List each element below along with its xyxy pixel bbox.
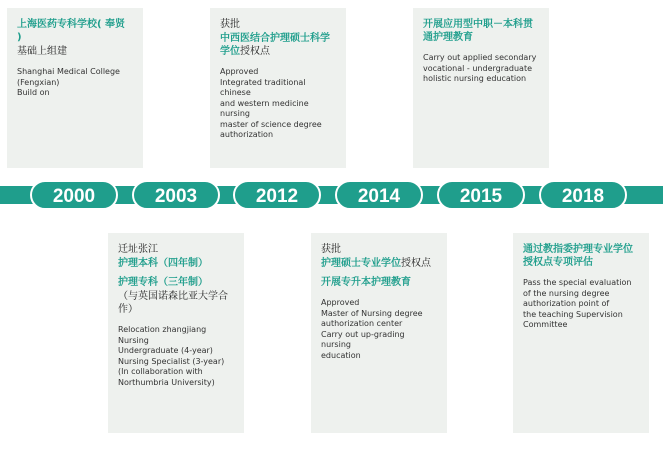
card-2014-line2-line3 bbox=[321, 257, 437, 270]
milestone-card-2003 bbox=[108, 233, 244, 433]
card-2012-line1: 获批 bbox=[220, 19, 240, 30]
card-2000-subtitle: 基础上组建 bbox=[17, 46, 67, 57]
card-2015-title: 开展应用型中职－本科贯通护理教育 bbox=[423, 19, 533, 43]
card-2003-english: Relocation zhangjiang Nursing Undergraduate (4-year) Nursing Specialist (3-year) (In collaboration with Northumbria University) bbox=[118, 325, 225, 387]
year-pill-2000: 2000 bbox=[30, 180, 118, 210]
card-2014-line1: 获批 bbox=[321, 244, 341, 255]
card-2000-english: Shanghai Medical College (Fengxian) Build on bbox=[17, 67, 120, 97]
year-pill-2014: 2014 bbox=[335, 180, 423, 210]
year-pill-2015: 2015 bbox=[437, 180, 525, 210]
card-2000-title: 上海医药专科学校( 奉贤 ) bbox=[17, 19, 126, 43]
year-pill-2003: 2003 bbox=[132, 180, 220, 210]
card-2014-line4: 开展专升本护理教育 bbox=[321, 277, 411, 288]
card-2012-english: Approved Integrated traditional chinese and western medicine nursing master of science degree authorization bbox=[220, 67, 322, 139]
card-2012-line3: 授权点 bbox=[240, 46, 270, 57]
card-2014-english: Approved Master of Nursing degree authorization center Carry out up-grading nursing education bbox=[321, 298, 423, 360]
card-2003-line3: 护理专科（三年制） bbox=[118, 277, 208, 288]
card-2015-english: Carry out applied secondary vocational - undergraduate holistic nursing education bbox=[423, 53, 537, 83]
card-2003-line1: 迁址张江 bbox=[118, 244, 158, 255]
card-2012-line2-line3 bbox=[220, 32, 336, 58]
card-2014-line2: 护理硕士专业学位 bbox=[321, 258, 401, 269]
year-pill-2012: 2012 bbox=[233, 180, 321, 210]
card-2018-english: Pass the special evaluation of the nursing degree authorization point of the teaching Supervision Committee bbox=[523, 278, 632, 329]
card-2012-line2: 中西医结合护理硕士科学学位 bbox=[220, 33, 330, 57]
milestone-card-2018 bbox=[513, 233, 649, 433]
card-2003-line2: 护理本科（四年制） bbox=[118, 258, 208, 269]
card-2018-title: 通过教指委护理专业学位授权点专项评估 bbox=[523, 244, 633, 268]
milestone-card-2000 bbox=[7, 8, 143, 168]
card-2003-line4: （与英国诺森比亚大学合作） bbox=[118, 291, 228, 315]
year-pill-2018: 2018 bbox=[539, 180, 627, 210]
card-2014-line3: 授权点 bbox=[401, 258, 431, 269]
milestone-card-2015 bbox=[413, 8, 549, 168]
milestone-card-2014 bbox=[311, 233, 447, 433]
milestone-card-2012 bbox=[210, 8, 346, 168]
